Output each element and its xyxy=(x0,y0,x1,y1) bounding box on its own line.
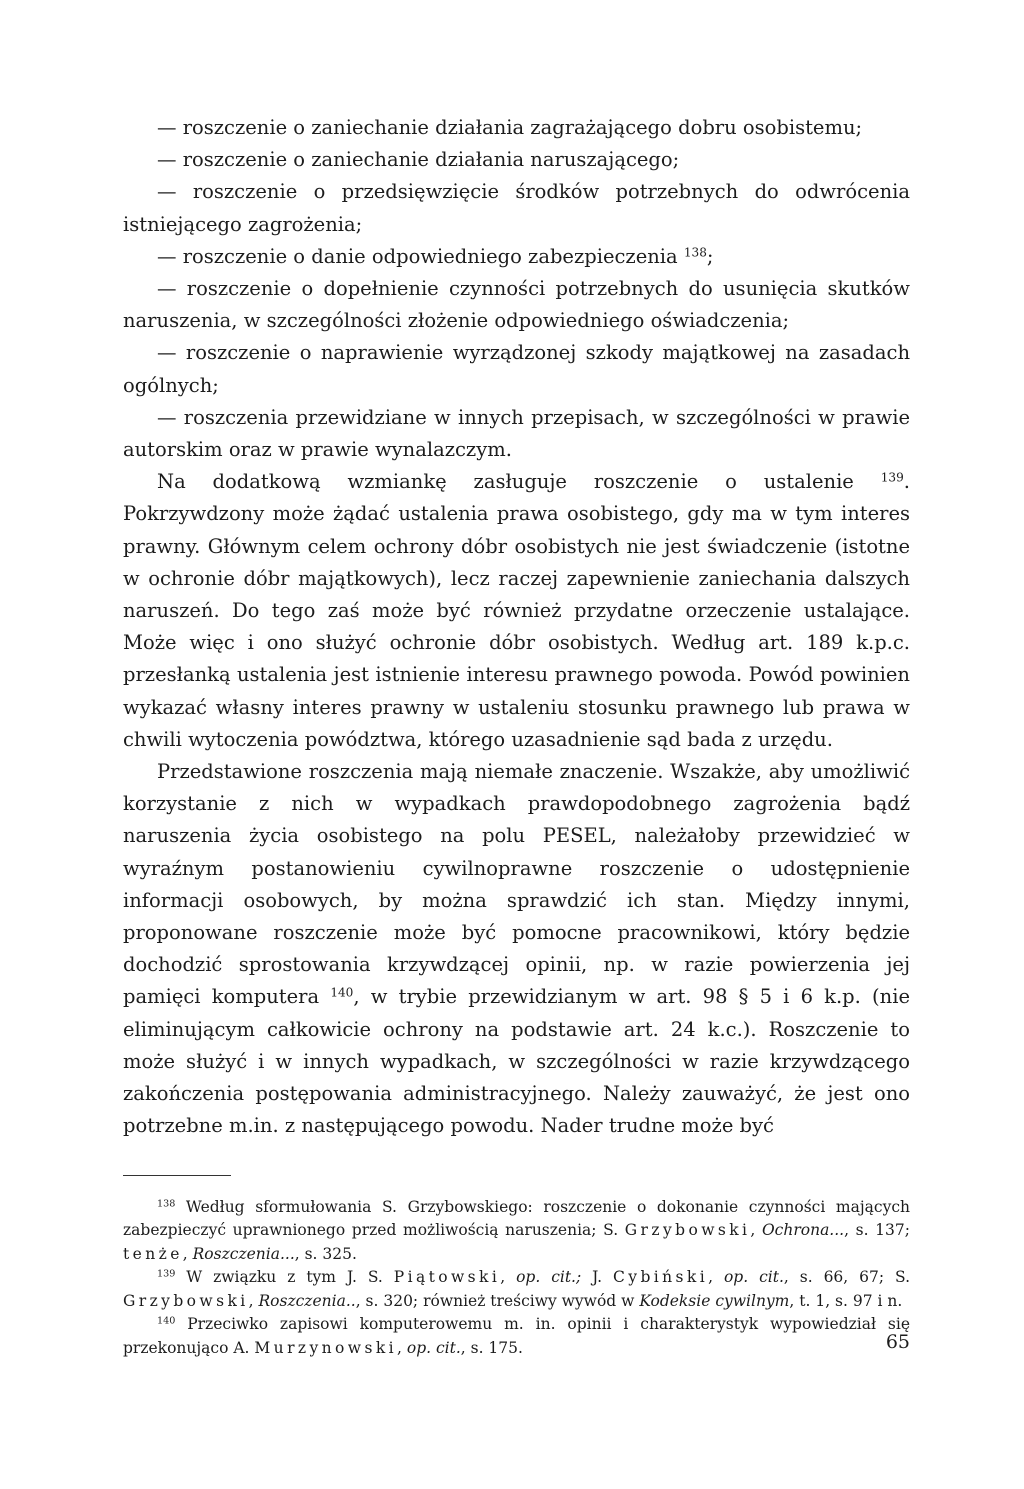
footnote-text: W związku z tym J. S. xyxy=(175,1268,394,1286)
footnote-text: Według sformułowania S. Grzybowskiego: roszczenie o dokonanie czynności mających zabezpieczyć uprawnionego przed możliwością naruszenia; S. xyxy=(123,1197,910,1239)
footnote-text: , xyxy=(182,1244,193,1263)
book-page xyxy=(123,112,910,1462)
footnote-number: 139 xyxy=(157,1268,176,1280)
paragraph-text: Przedstawione roszczenia mają niemałe znaczenie. Wszakże, aby umożliwić korzystanie z nich w wypadkach prawdopodobnego zagrożenia bądź naruszenia życia osobistego na polu PESEL, należałoby przewidzieć w wyraźnym postanowieniu cywilnoprawne roszczenie o udostępnienie informacji osobowych, by można sprawdzić ich stan. Między innymi, proponowane roszczenie może być pomocne pracownikowi, który będzie dochodzić sprostowania krzywdzącej opinii, np. w razie powierzenia jej pamięci komputera xyxy=(123,760,910,1009)
page-number: 65 xyxy=(885,1331,910,1353)
list-item: — roszczenie o dopełnienie czynności potrzebnych do usunięcia skutków naruszenia, w szczególności złożenie odpowiedniego oświadczenia; xyxy=(123,277,910,333)
list-item-text: — roszczenie o danie odpowiedniego zabezpieczenia xyxy=(157,244,678,268)
paragraph-text: . Pokrzywdzony może żądać ustalenia prawa osobistego, gdy ma w tym interes prawny. Głównym celem ochrony dóbr osobistych nie jest świadczenie (istotne w ochronie dóbr majątkowych), lecz raczej zapewnienie zaniechania dalszych naruszeń. Do tego zaś może być również przydatne orzeczenie ustalające. Może więc i ono służyć ochronie dóbr osobistych. Według art. 189 k.p.c. przesłanką ustalenia jest istnienie interesu prawnego powoda. Powód powinien wykazać własny interes prawny w ustaleniu stosunku prawnego lub prawa w chwili wytoczenia powództwa, którego uzasadnienie sąd bada z urzędu. xyxy=(123,470,910,751)
list-item: — roszczenia przewidziane w innych przepisach, w szczególności w prawie autorskim oraz w prawie wynalazczym. xyxy=(123,405,910,462)
footnote-text: Przeciwko zapisowi komputerowemu m. in. opinii i charakterystyk wypowiedział się przekonująco A. xyxy=(123,1315,910,1357)
paragraph xyxy=(123,756,910,1142)
footnote-ref-139: 139 xyxy=(880,470,904,485)
footnote-text: , s. 175. xyxy=(460,1338,523,1357)
author-name: Grzybowski xyxy=(123,1291,249,1310)
main-text xyxy=(123,112,910,1143)
footnote-text: , s. 66, 67; S. xyxy=(783,1268,911,1286)
work-title: Roszczenia.. xyxy=(258,1291,356,1310)
paragraph xyxy=(123,466,910,756)
footnote-text: , s. 137; xyxy=(844,1221,910,1239)
work-title: Ochrona... xyxy=(761,1221,845,1239)
footnote-text: , xyxy=(708,1268,724,1286)
work-title: Kodeksie cywilnym xyxy=(639,1291,790,1310)
footnote-ref-138: 138 xyxy=(683,245,707,260)
list-item-punct: ; xyxy=(706,244,714,268)
list-item: — roszczenie o przedsięwzięcie środków potrzebnych do odwrócenia istniejącego zagrożenia; xyxy=(123,180,910,236)
footnote-number: 140 xyxy=(157,1315,176,1327)
footnote-139 xyxy=(123,1266,910,1313)
list-item: — roszczenie o naprawienie wyrządzonej szkody majątkowej na zasadach ogólnych; xyxy=(123,341,910,397)
footnote-138 xyxy=(123,1196,910,1267)
author-name: Cybiński xyxy=(613,1268,709,1286)
list-item: — roszczenie o zaniechanie działania naruszającego; xyxy=(157,148,680,172)
author-name: Piątowski xyxy=(393,1268,501,1286)
paragraph-text: , w trybie przewidzianym w art. 98 § 5 i 6 k.p. (nie eliminującym całkowicie ochrony na podstawie art. 24 k.c.). Roszczenie to może służyć i w innych wypadkach, w szczególności w razie krzywdzącego zakończenia postępowania administracyjnego. Należy zauważyć, że jest ono potrzebne m.in. z następującego powodu. Nader trudne może być xyxy=(123,985,910,1138)
footnote-text: , s. 325. xyxy=(294,1244,357,1263)
footnote-140 xyxy=(123,1313,910,1360)
list-item xyxy=(123,241,910,273)
work-title: op. cit. xyxy=(723,1268,784,1286)
footnote-ref-140: 140 xyxy=(330,985,354,1000)
work-title: op. cit.; xyxy=(516,1268,582,1286)
list-item: — roszczenie o zaniechanie działania zagrażającego dobru osobistemu; xyxy=(157,116,863,139)
footnote-text: , xyxy=(750,1221,762,1239)
work-title: op. cit. xyxy=(406,1338,461,1357)
paragraph-text: Na dodatkową wzmiankę zasługuje roszczenie o ustalenie xyxy=(157,470,854,494)
footnote-text: , xyxy=(248,1291,259,1310)
footnotes xyxy=(123,1196,910,1361)
footnote-text: , s. 320; również treściwy wywód w xyxy=(355,1291,640,1310)
author-name: Grzybowski xyxy=(624,1221,751,1239)
footnote-text: J. xyxy=(581,1268,614,1286)
author-name: Murzynowski xyxy=(254,1338,397,1357)
footnote-separator xyxy=(123,1175,231,1176)
footnote-text: , t. 1, s. 97 i n. xyxy=(789,1291,903,1310)
author-name: tenże xyxy=(123,1244,183,1263)
footnote-number: 138 xyxy=(157,1198,176,1210)
footnote-text: , xyxy=(397,1338,407,1357)
work-title: Roszczenia... xyxy=(192,1244,295,1263)
footnote-text: , xyxy=(500,1268,517,1286)
